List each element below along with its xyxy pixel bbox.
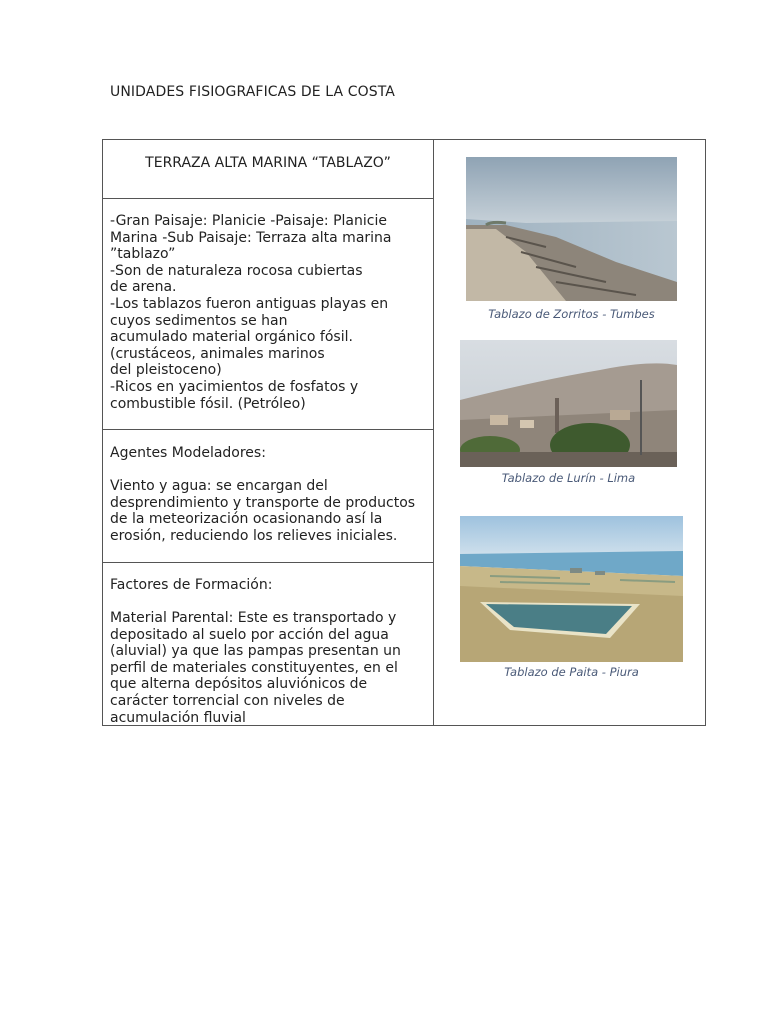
- column-divider: [433, 140, 434, 725]
- beach-photo: [466, 157, 677, 301]
- agentes-title: Agentes Modeladores:: [110, 445, 266, 461]
- factores-description: Material Parental: Este es transportado y depositado al suelo por acción del agua (aluvial) ya que las pampas presentan un perfil de materiales constituyentes, en el que alterna depósitos aluviónicos de carácter torrencial con niveles de acumulación fluvial: [110, 610, 401, 726]
- row-divider: [103, 198, 433, 199]
- table-header: TERRAZA ALTA MARINA “TABLAZO”: [145, 155, 391, 171]
- aerial-reservoir-photo: [460, 516, 683, 662]
- agentes-description: Viento y agua: se encargan del desprendimiento y transporte de productos de la meteorización ocasionando así la erosión, reduciendo los relieves iniciales.: [110, 478, 416, 544]
- row-divider: [103, 429, 433, 430]
- factores-title: Factores de Formación:: [110, 577, 273, 593]
- caption-paita: Tablazo de Paita - Piura: [504, 665, 639, 679]
- caption-zorritos: Tablazo de Zorritos - Tumbes: [488, 307, 655, 321]
- caption-lurin: Tablazo de Lurín - Lima: [501, 471, 636, 485]
- hillside-town-photo: [460, 340, 677, 467]
- content-table: [102, 139, 706, 726]
- row-divider: [103, 562, 433, 563]
- paisaje-description: -Gran Paisaje: Planicie -Paisaje: Planicie Marina -Sub Paisaje: Terraza alta marina ”tablazo” -Son de naturaleza rocosa cubiertas de arena. -Los tablazos fueron antiguas playas en cuyos sedimentos se han acumulado material orgánico fósil. (crustáceos, animales marinos del pleistoceno) -Ricos en yacimientos de fosfatos y combustible fósil. (Petróleo): [110, 213, 392, 412]
- document-title: UNIDADES FISIOGRAFICAS DE LA COSTA: [110, 84, 395, 100]
